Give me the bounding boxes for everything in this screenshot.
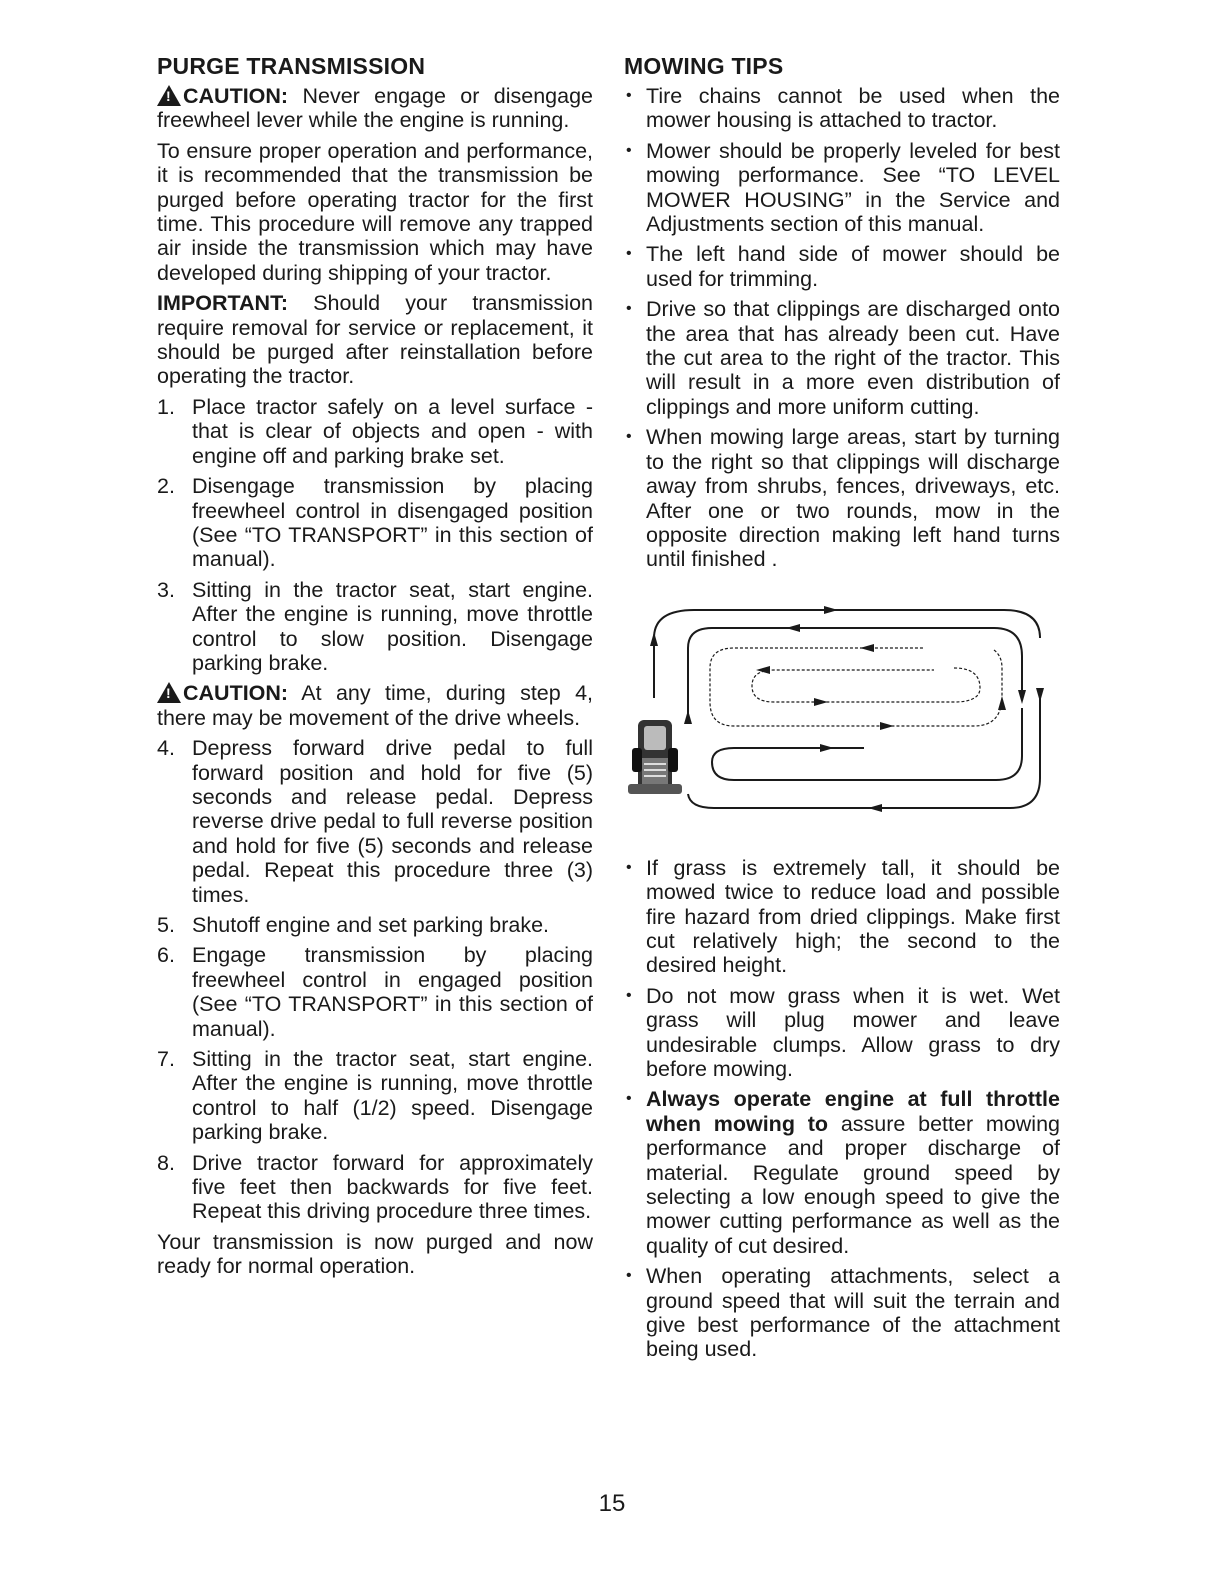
tip-item-bold — [624, 1087, 1060, 1258]
tip-item: • Do not mow grass when it is wet. Wet grass will plug mower and leave undesirable clumps. Allow grass to dry before mowing. — [624, 984, 1060, 1082]
step-item: 7. Sitting in the tractor seat, start engine. After the engine is running, move throttle control to half (1/2) speed. Disengage parking brake. — [157, 1047, 593, 1145]
arrow-left — [868, 804, 882, 812]
arrow-up — [650, 632, 658, 646]
step-item: 5. Shutoff engine and set parking brake. — [157, 913, 549, 937]
step-item: 4. Depress forward drive pedal to full forward position and hold for five (5) seconds and release pedal. Depress reverse drive pedal to full reverse position and hold for five (5) seconds and release pedal. Repeat this procedure three (3) times. — [157, 736, 593, 907]
arrow-right — [880, 722, 894, 730]
ring4-path — [752, 668, 980, 702]
steps-list-a — [157, 395, 593, 675]
closing-paragraph: Your transmission is now purged and now ready for normal operation. — [157, 1229, 593, 1279]
mowing-pattern-diagram — [624, 598, 1060, 828]
bold-lead: Always operate engine at full throttle when mowing to — [646, 1087, 1060, 1136]
arrow-down — [1036, 688, 1044, 702]
caution-paragraph-2 — [157, 681, 593, 730]
outer-loop-bottom-path — [688, 698, 1040, 808]
tips-list-b — [624, 856, 1060, 1362]
arrow-right — [824, 606, 838, 614]
steps-list-b — [157, 736, 593, 1224]
arrow-left — [786, 624, 800, 632]
bold-rest: assure better mowing performance and proper discharge of material. Regulate ground speed by selecting a low enough speed to give the mower cutting performance as well as the quality of cut desired. — [646, 1111, 1060, 1258]
direction-arrows — [650, 606, 1044, 812]
important-paragraph — [157, 291, 593, 389]
important-text: Should your transmission require removal for service or replacement, it should be purged after reinstallation before operating the tractor. — [157, 291, 593, 389]
purge-title: PURGE TRANSMISSION — [157, 53, 426, 79]
intro-paragraph: To ensure proper operation and performance, it is recommended that the transmission be purged before operating tractor for the first time. This procedure will remove any trapped air inside the transmission which may have developed during shipping of your tractor. — [157, 138, 593, 285]
arrow-left — [756, 666, 770, 674]
arrow-down — [1018, 690, 1026, 704]
arrow-up — [998, 696, 1006, 710]
purge-transmission-section — [157, 52, 593, 1285]
arrow-right — [820, 744, 834, 752]
tip-item: • Mower should be properly leveled for best mowing performance. See “TO LEVEL MOWER HOUSING” in the Service and Adjustments section of this manual. — [624, 139, 1060, 237]
ring2-path — [688, 628, 1022, 718]
important-label: IMPORTANT: — [157, 291, 288, 316]
step-item: 8. Drive tractor forward for approximately five feet then backwards for five feet. Repeat this driving procedure three times. — [157, 1150, 593, 1224]
arrow-left — [860, 644, 874, 652]
page-number: 15 — [598, 1490, 626, 1517]
mowing-pattern-svg — [624, 598, 1060, 828]
tip-item: • When mowing large areas, start by turning to the right so that clippings will discharge away from shrubs, fences, driveways, etc. After one or two rounds, mow in the opposite direction making left hand turns until finished . — [624, 425, 1060, 571]
caution-text: Never engage or disengage freewheel lever while the engine is running. — [157, 84, 593, 133]
mowing-title: MOWING TIPS — [624, 53, 784, 79]
caution-paragraph — [157, 84, 593, 133]
arrow-up — [684, 710, 692, 724]
caution-label: CAUTION: — [183, 84, 289, 108]
tip-item: • When operating attachments, select a ground speed that will suit the terrain and give best performance of the attachment being used. — [624, 1264, 1060, 1362]
caution-label-2: CAUTION: — [183, 681, 289, 706]
tip-item: • If grass is extremely tall, it should be mowed twice to reduce load and possible fire hazard from dried clippings. Make first cut relatively high; the second to the desired height. — [624, 856, 1060, 978]
tip-item: • Tire chains cannot be used when the mower housing is attached to tractor. — [624, 84, 1060, 133]
mowing-tips-section — [624, 52, 1060, 1368]
step-item: 2. Disengage transmission by placing freewheel control in disengaged position (See “TO TRANSPORT” in this section of manual). — [157, 474, 593, 572]
warning-icon — [157, 682, 181, 703]
step-item: 1. Place tractor safely on a level surface - that is clear of objects and open - with engine off and parking brake set. — [157, 394, 593, 468]
tip-item: • Drive so that clippings are discharged onto the area that has already been cut. Have the cut area to the right of the tractor. This will result in a more even distribution of clippings and more uniform cutting. — [624, 297, 1060, 419]
tractor-icon — [628, 720, 682, 794]
tip-item: • The left hand side of mower should be used for trimming. — [624, 242, 1060, 291]
outer-loop-path — [654, 610, 1040, 638]
step-item: 3. Sitting in the tractor seat, start engine. After the engine is running, move throttle control to slow position. Disengage parking brake. — [157, 577, 593, 675]
ring3-path — [710, 648, 1002, 726]
arrow-right — [814, 698, 828, 706]
ring-bottom-path — [712, 708, 1022, 780]
caution-text-2: At any time, during step 4, there may be movement of the drive wheels. — [157, 681, 593, 730]
step-item: 6. Engage transmission by placing freewheel control in engaged position (See “TO TRANSPORT” in this section of manual). — [157, 943, 593, 1041]
tips-list-a — [624, 84, 1060, 572]
warning-icon — [157, 85, 181, 106]
